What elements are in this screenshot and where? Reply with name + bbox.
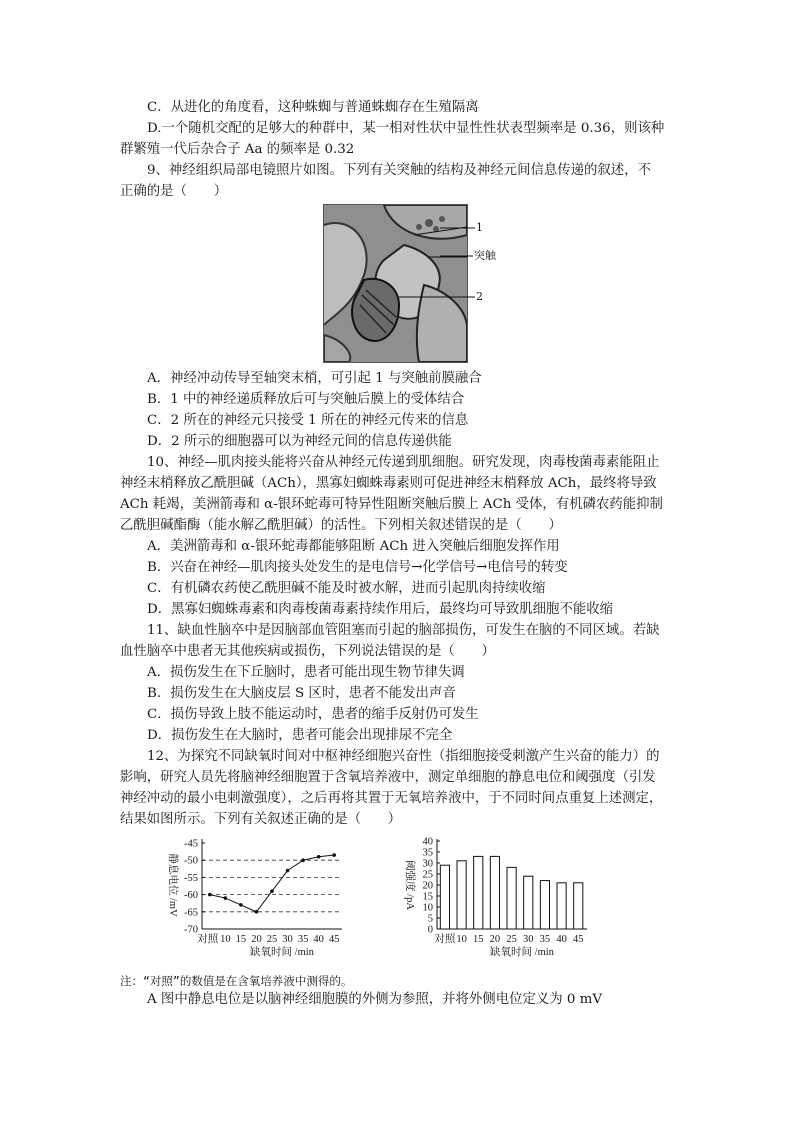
data-point [270, 889, 274, 893]
bar [574, 883, 583, 929]
data-point [301, 858, 305, 862]
micrograph-leader-lines [440, 220, 480, 310]
x-tick-label: 对照 [197, 934, 219, 945]
question-9-option-a: A．神经冲动传导至轴突末梢，可引起 1 与突触前膜融合 [147, 371, 482, 386]
question-11-option-b: B．损伤发生在大脑皮层 S 区时，患者不能发出声音 [147, 686, 456, 701]
data-point [286, 869, 290, 873]
option-c-q8: C．从进化的角度看，这种蛛蜘与普通蛛蜘存在生殖隔离 [147, 100, 479, 115]
question-9-stem: 9、神经组织局部电镜照片如图。下列有关突触的结构及神经元间信息传递的叙述，不 [147, 163, 651, 178]
bar [440, 865, 449, 929]
bar [457, 861, 466, 929]
y-tick-label: -55 [184, 872, 198, 884]
y-tick-label: 20 [422, 880, 433, 892]
x-tick-label: 15 [235, 934, 247, 945]
question-11-stem-cont: 血性脑卒中患者无其他疾病或损伤，下列说法错误的是（ ） [120, 644, 495, 659]
data-point [255, 910, 259, 914]
data-point [317, 855, 321, 859]
question-9-stem-cont: 正确的是（ ） [120, 184, 228, 199]
y-tick-label: 30 [422, 858, 433, 870]
question-10-stem-cont-2: ACh 耗竭，美洲箭毒和 α-银环蛇毒可特异性阻断突触后膜上 ACh 受体，有机磷农药能抑制 [120, 497, 663, 512]
threshold-bar-chart [395, 835, 595, 965]
data-point [332, 853, 336, 857]
option-d-q8-cont: 群繁殖一代后杂合子 Aa 的频率是 0.32 [120, 142, 355, 157]
x-tick-label: 对照 [434, 934, 456, 945]
y-tick-label: 35 [422, 847, 433, 859]
micrograph-label-synapse: 突触 [474, 249, 496, 262]
y-axis-label: 静息电位 /mV [167, 853, 178, 917]
question-11-stem: 11、缺血性脑卒中是因脑部血管阻塞而引起的脑部损伤，可发生在脑的不同区域。若缺 [147, 623, 660, 638]
y-tick-label: 25 [422, 869, 433, 881]
option-d-q8: D.一个随机交配的足够大的种群中，某一相对性状中显性性状表型频率是 0.36，则该种 [147, 121, 665, 136]
y-tick-label: 5 [427, 913, 433, 925]
y-tick-label: 10 [422, 902, 433, 914]
x-tick-label: 30 [523, 934, 534, 945]
x-tick-label: 10 [456, 934, 467, 945]
question-12-stem-cont-1: 影响，研究人员先将脑神经细胞置于含氧培养液中，测定单细胞的静息电位和阈强度（引发 [120, 770, 656, 785]
x-tick-label: 35 [539, 934, 551, 945]
bar [474, 856, 483, 929]
x-axis-label: 缺氧时间 /min [250, 947, 314, 958]
question-12-stem-cont-3: 结果如图所示。下列有关叙述正确的是（ ） [120, 812, 402, 827]
question-11-option-a: A．损伤发生在下丘脑时，患者可能出现生物节律失调 [147, 665, 465, 680]
question-10-stem: 10、神经—肌肉接头能将兴奋从神经元传递到肌细胞。研究发现，肉毒梭菌毒素能阻止 [147, 455, 660, 470]
y-tick-label: -65 [184, 907, 198, 919]
y-tick-label: -45 [184, 838, 198, 850]
x-tick-label: 20 [251, 934, 262, 945]
y-tick-label: -70 [184, 924, 198, 936]
question-10-stem-cont-1: 神经末梢释放乙酰胆碱（ACh），黑寡妇蜘蛛毒素则可促进神经末梢释放 ACh，最终将导致 [120, 476, 657, 491]
y-tick-label: 0 [427, 924, 433, 936]
x-tick-label: 45 [328, 934, 340, 945]
y-axis-label: 阈强度 /pA [404, 860, 415, 910]
micrograph-label-1: 1 [476, 221, 483, 234]
x-tick-label: 40 [313, 934, 324, 945]
question-10-stem-cont-3: 乙酰胆碱酯酶（能水解乙酰胆碱）的活性。下列相关叙述错误的是（ ） [120, 518, 562, 533]
figure-note: 注：“对照”的数值是在含氧培养液中测得的。 [120, 974, 353, 988]
x-tick-label: 45 [573, 934, 584, 945]
micrograph-label-2: 2 [476, 290, 483, 303]
y-tick-label: 40 [422, 836, 433, 848]
bar [524, 876, 533, 929]
y-tick-label: -50 [184, 855, 198, 867]
x-tick-label: 25 [506, 934, 517, 945]
x-tick-label: 40 [556, 934, 567, 945]
question-10-option-b: B．兴奋在神经—肌肉接头处发生的是电信号→化学信号→电信号的转变 [147, 560, 568, 575]
question-9-option-d: D．2 所示的细胞器可以为神经元间的信息传递供能 [147, 434, 452, 449]
y-tick-label: 15 [422, 891, 433, 903]
question-12-stem: 12、为探究不同缺氧时间对中枢神经细胞兴奋性（指细胞接受刺激产生兴奋的能力）的 [147, 749, 660, 764]
bar [490, 856, 499, 929]
x-tick-label: 35 [297, 934, 309, 945]
question-12-option-a: A 图中静息电位是以脑神经细胞膜的外侧为参照，并将外侧电位定义为 0 mV [147, 992, 603, 1007]
bar [540, 881, 549, 929]
question-12-stem-cont-2: 神经冲动的最小电刺激强度），之后再将其置于无氧培养液中，于不同时间点重复上述测定， [120, 791, 663, 806]
x-tick-label: 25 [266, 934, 278, 945]
data-point [208, 893, 212, 897]
y-tick-label: -60 [184, 890, 198, 902]
series-line [210, 855, 334, 912]
question-11-option-d: D．损伤发生在大脑时，患者可能会出现排尿不完全 [147, 728, 453, 743]
resting-potential-line-chart [160, 835, 350, 965]
data-point [224, 896, 228, 900]
bar [557, 883, 566, 929]
bar [507, 867, 516, 929]
question-9-option-c: C．2 所在的神经元只接受 1 所在的神经元传来的信息 [147, 413, 469, 428]
x-tick-label: 30 [282, 934, 293, 945]
question-9-option-b: B．1 中的神经递质释放后可与突触后膜上的受体结合 [147, 392, 465, 407]
x-tick-label: 20 [489, 934, 501, 945]
x-axis-label: 缺氧时间 /min [490, 947, 554, 958]
x-tick-label: 15 [473, 934, 484, 945]
question-11-option-c: C．损伤导致上肢不能运动时，患者的缩手反射仍可发生 [147, 707, 479, 722]
data-point [239, 903, 243, 907]
question-10-option-a: A．美洲箭毒和 α-银环蛇毒都能够阻断 ACh 进入突触后细胞发挥作用 [147, 539, 560, 554]
x-tick-label: 10 [220, 934, 231, 945]
question-10-option-d: D．黑寡妇蜘蛛毒素和肉毒梭菌毒素持续作用后，最终均可导致肌细胞不能收缩 [147, 602, 614, 617]
question-10-option-c: C．有机磷农药使乙酰胆碱不能及时被水解，进而引起肌肉持续收缩 [147, 581, 546, 596]
